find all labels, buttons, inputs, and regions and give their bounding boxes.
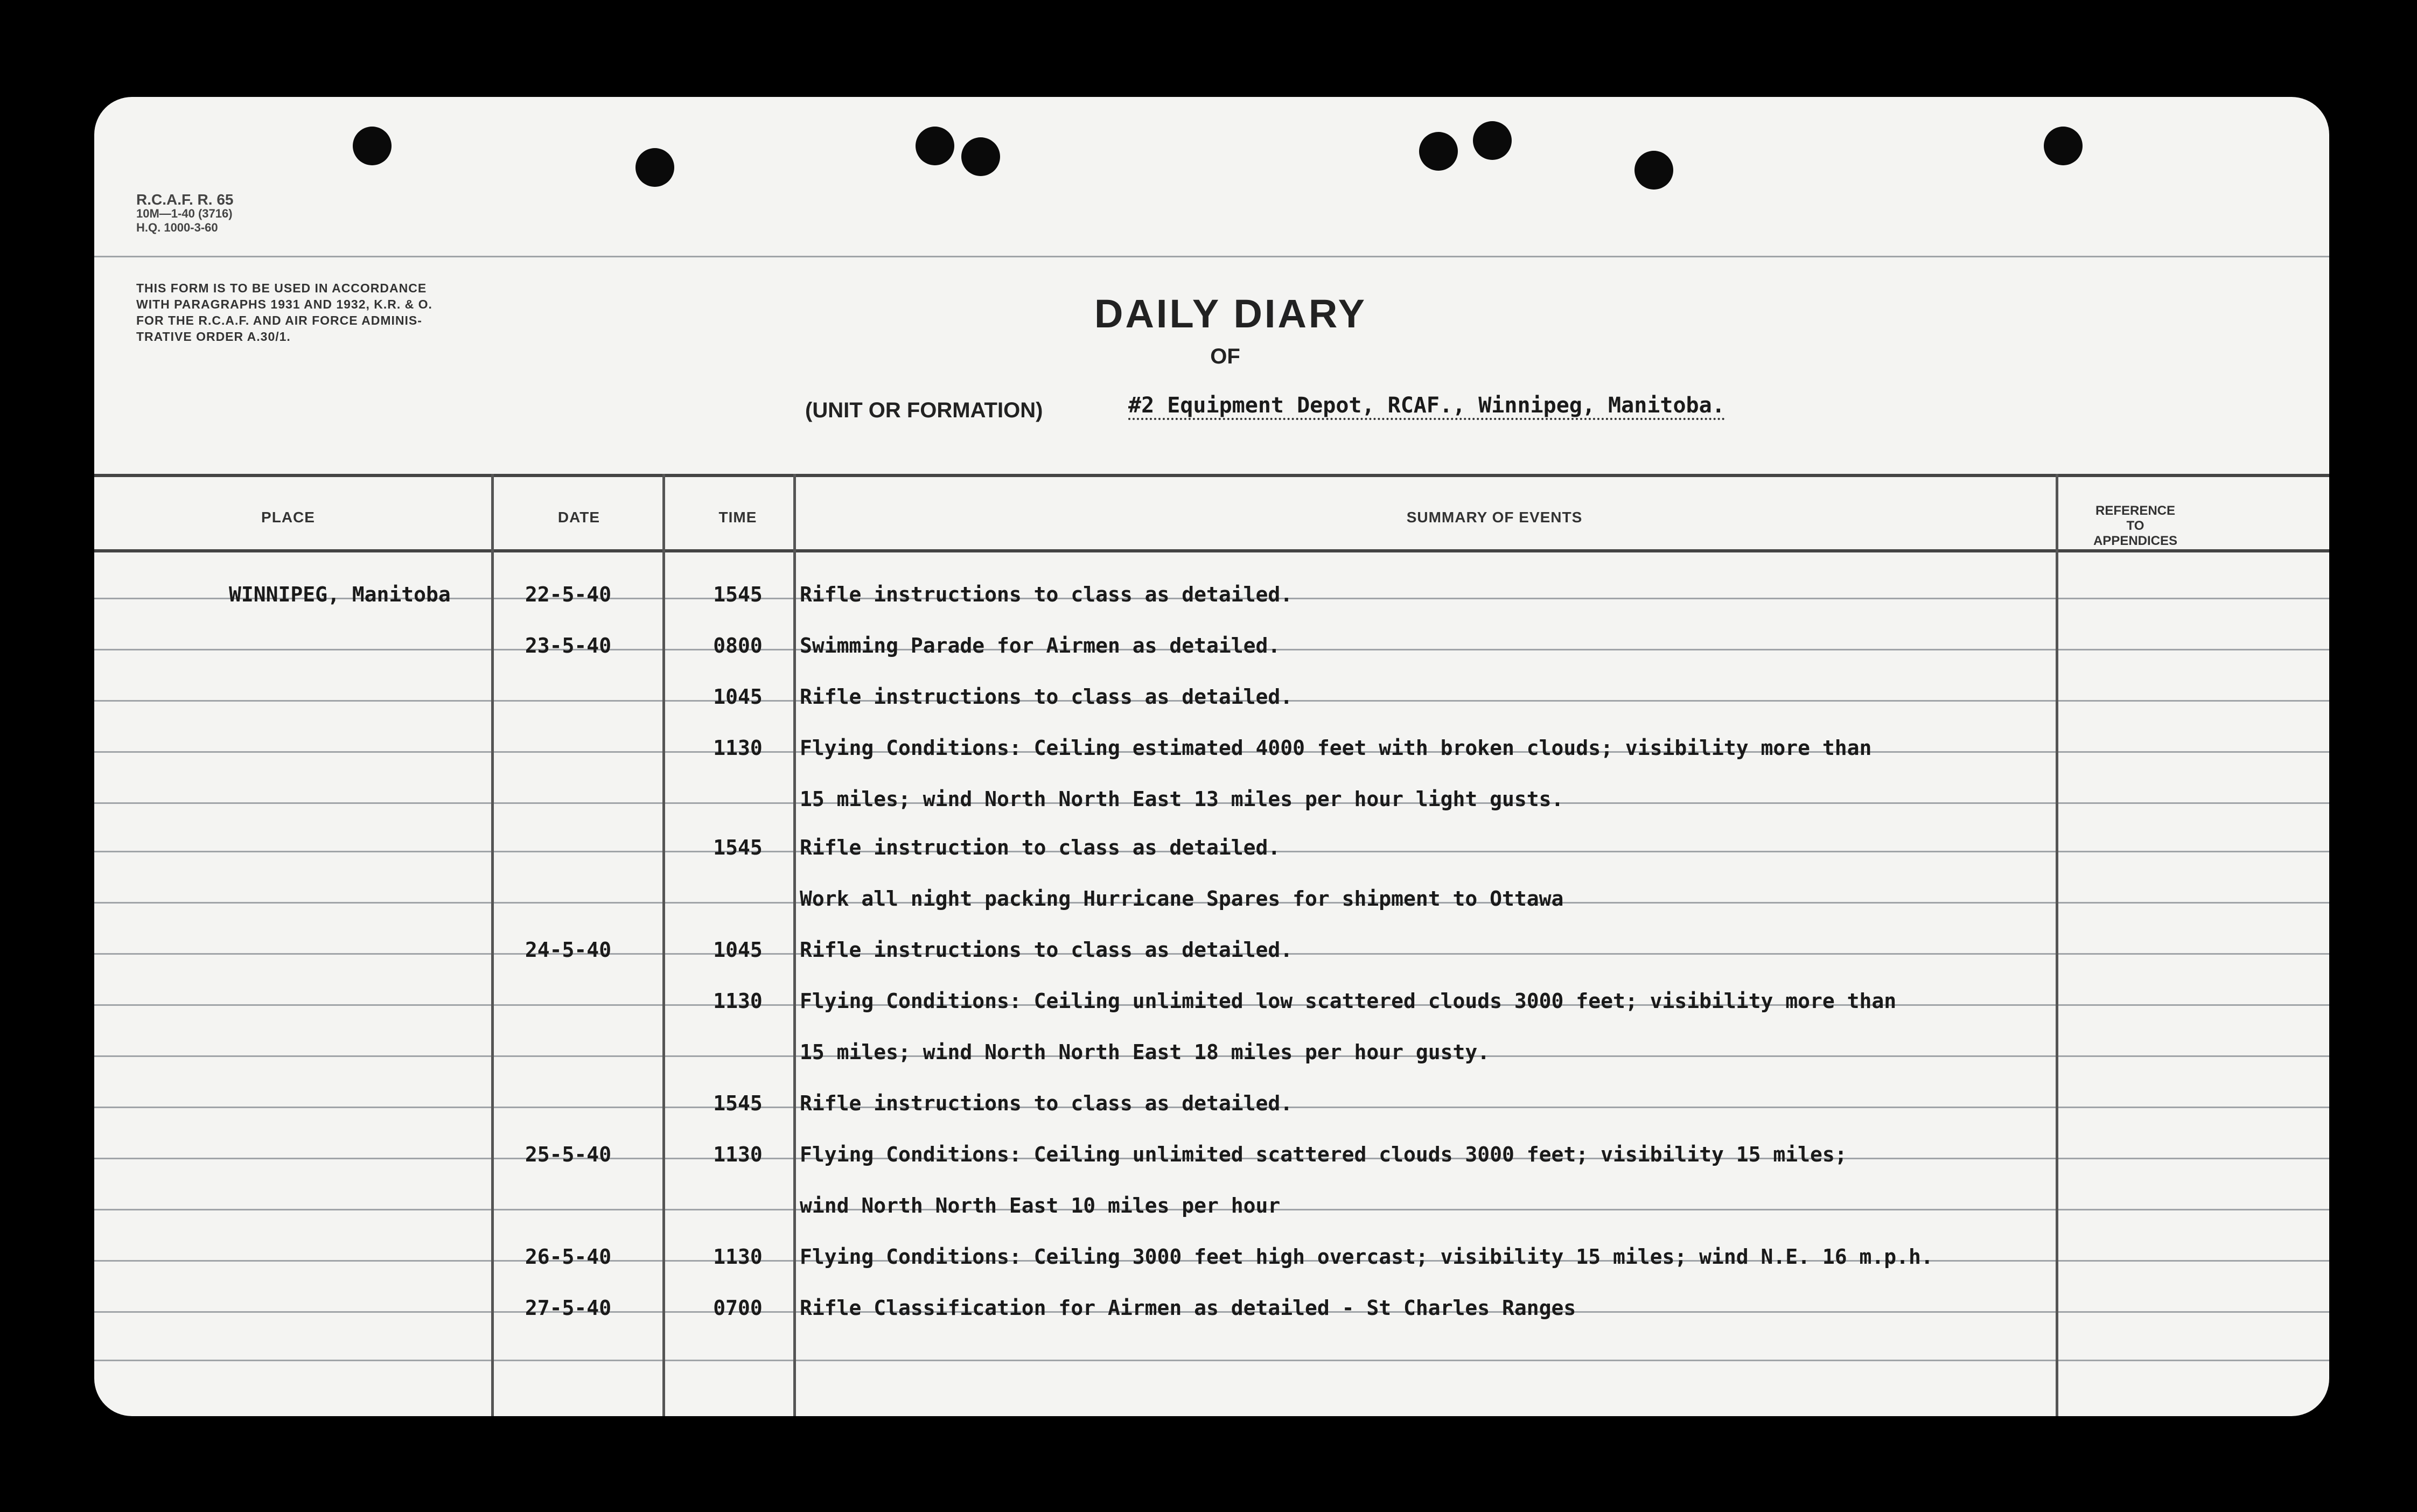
page-title: DAILY DIARY (1094, 291, 1367, 336)
punch-hole (2044, 127, 2083, 165)
column-header-time: TIME (718, 509, 757, 526)
entry-time: 0700 (713, 1296, 763, 1320)
entry-summary: Swimming Parade for Airmen as detailed. (800, 634, 1281, 657)
form-id-line: R.C.A.F. R. 65 (136, 191, 234, 208)
entry-summary: Flying Conditions: Ceiling unlimited low scattered clouds 3000 feet; visibility more than (800, 989, 1897, 1013)
entry-time: 1545 (713, 836, 763, 859)
entry-time: 1130 (713, 736, 763, 760)
form-id-line: 10M—1-40 (3716) (136, 207, 233, 220)
reference-header-line: REFERENCE (2095, 503, 2176, 518)
unit-value: #2 Equipment Depot, RCAF., Winnipeg, Manitoba. (1128, 393, 1725, 420)
punch-hole (635, 148, 674, 187)
punch-hole (1419, 132, 1458, 171)
entry-summary: Rifle instructions to class as detailed. (800, 583, 1293, 606)
reference-header-line: APPENDICES (2093, 534, 2178, 548)
form-identifier (136, 193, 233, 235)
column-header-date: DATE (557, 509, 600, 526)
diary-entry (94, 938, 2329, 970)
column-header-summary: SUMMARY OF EVENTS (1406, 509, 1583, 526)
entry-summary: Rifle Classification for Airmen as detailed - St Charles Ranges (800, 1296, 1576, 1320)
diary-entry (94, 989, 2329, 1021)
entry-time: 1545 (713, 1091, 763, 1115)
title-of: OF (1210, 345, 1240, 368)
entry-summary: 15 miles; wind North North East 13 miles per hour light gusts. (800, 787, 1564, 811)
entry-time: 1130 (713, 989, 763, 1013)
reference-header-line: TO (2126, 519, 2144, 533)
form-id-line: H.Q. 1000-3-60 (136, 221, 218, 234)
entry-summary: Rifle instructions to class as detailed. (800, 1091, 1293, 1115)
instruction-line: THIS FORM IS TO BE USED IN ACCORDANCE (136, 281, 427, 295)
entry-summary: Rifle instructions to class as detailed. (800, 685, 1293, 709)
instruction-line: WITH PARAGRAPHS 1931 AND 1932, K.R. & O. (136, 297, 432, 311)
diary-entry (94, 887, 2329, 919)
diary-entry (94, 1091, 2329, 1124)
entry-date: 25-5-40 (525, 1143, 612, 1166)
entry-time: 1130 (713, 1143, 763, 1166)
diary-entry (94, 634, 2329, 666)
diary-entry (94, 1040, 2329, 1073)
column-header-reference (2055, 503, 2216, 549)
entry-time: 0800 (713, 634, 763, 657)
instruction-line: TRATIVE ORDER A.30/1. (136, 330, 291, 344)
entry-summary: 15 miles; wind North North East 18 miles per hour gusty. (800, 1040, 1490, 1064)
entry-summary: Rifle instruction to class as detailed. (800, 836, 1281, 859)
diary-entry (94, 1296, 2329, 1328)
header-rule (94, 256, 2329, 257)
entry-time: 1545 (713, 583, 763, 606)
form-instructions (136, 280, 578, 345)
diary-entry (94, 836, 2329, 868)
punch-hole (1634, 151, 1673, 190)
punch-hole (353, 127, 392, 165)
entry-date: 24-5-40 (525, 938, 612, 962)
table-header-rule (94, 549, 2329, 552)
punch-hole (1473, 121, 1512, 160)
entry-date: 27-5-40 (525, 1296, 612, 1320)
entry-date: 22-5-40 (525, 583, 612, 606)
diary-entry (94, 787, 2329, 820)
diary-entry (94, 1194, 2329, 1226)
diary-entry (94, 1245, 2329, 1277)
diary-entry (94, 736, 2329, 768)
column-header-place: PLACE (261, 509, 315, 526)
entry-summary: Rifle instructions to class as detailed. (800, 938, 1293, 962)
entry-date: 26-5-40 (525, 1245, 612, 1269)
instruction-line: FOR THE R.C.A.F. AND AIR FORCE ADMINIS- (136, 313, 422, 327)
entry-summary: wind North North East 10 miles per hour (800, 1194, 1281, 1217)
entry-summary: Work all night packing Hurricane Spares for shipment to Ottawa (800, 887, 1564, 911)
entry-summary: Flying Conditions: Ceiling estimated 4000 feet with broken clouds; visibility more than (800, 736, 1872, 760)
diary-entry (94, 583, 2329, 615)
entry-time: 1045 (713, 685, 763, 709)
diary-sheet (94, 97, 2329, 1416)
entry-summary: Flying Conditions: Ceiling unlimited scattered clouds 3000 feet; visibility 15 miles; (800, 1143, 1847, 1166)
punch-hole (916, 127, 954, 165)
entry-place: WINNIPEG, Manitoba (229, 583, 451, 606)
unit-label: (UNIT OR FORMATION) (805, 398, 1043, 422)
punch-hole (961, 137, 1000, 176)
table-top-rule (94, 474, 2329, 477)
entry-summary: Flying Conditions: Ceiling 3000 feet high overcast; visibility 15 miles; wind N.E. 16 m.p.h. (800, 1245, 1933, 1269)
ruled-line (94, 1360, 2329, 1361)
diary-entry (94, 685, 2329, 717)
entry-date: 23-5-40 (525, 634, 612, 657)
entry-time: 1045 (713, 938, 763, 962)
diary-entry (94, 1143, 2329, 1175)
entry-time: 1130 (713, 1245, 763, 1269)
